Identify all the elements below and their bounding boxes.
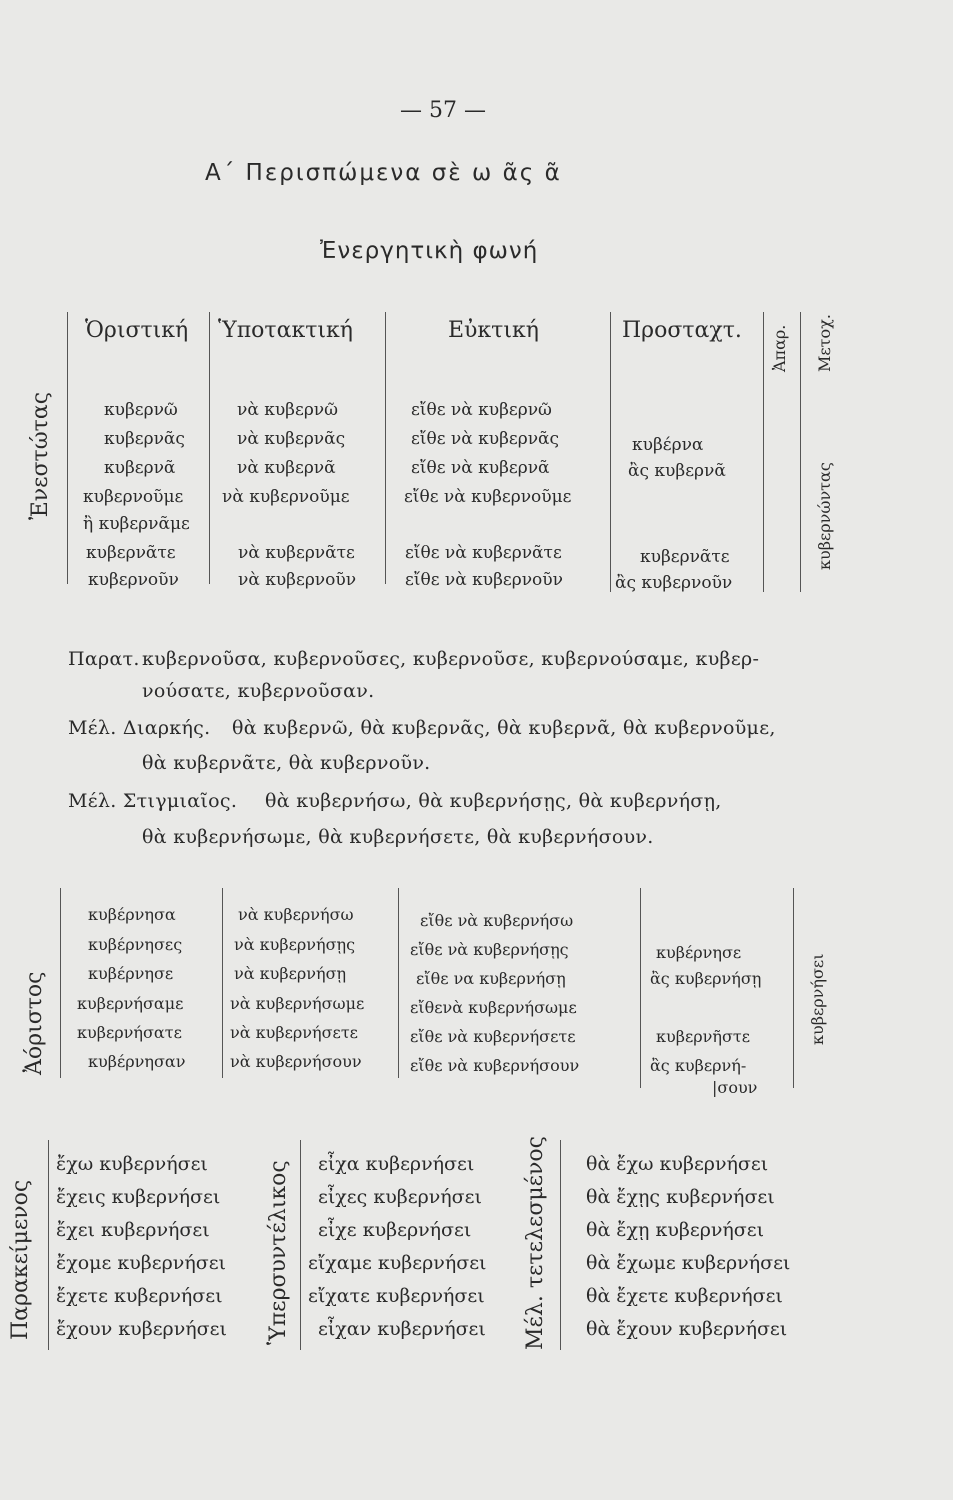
list-item: νὰ κυβερνήσουν: [230, 1052, 362, 1071]
list-item: νὰ κυβερνήσετε: [230, 1023, 358, 1042]
future-continuous-label: Μέλ. Διαρκής.: [68, 717, 211, 739]
future-simple-line-1: θὰ κυβερνήσω, θὰ κυβερνήσῃς, θὰ κυβερνήσῃ,: [265, 790, 722, 812]
list-item: εἴθε νὰ κυβερνήσῃς: [410, 940, 569, 959]
future-perfect-label: Μέλ. τετελεσμένος: [523, 1136, 548, 1350]
list-item: κυβέρνησε: [656, 943, 742, 962]
imperfect-line-2: νούσατε, κυβερνοῦσαν.: [142, 680, 375, 702]
voice-heading: Ἐνεργητικὴ φωνή: [320, 238, 539, 264]
list-item: κυβερνοῦμε: [83, 487, 184, 507]
list-item: εἴθε νὰ κυβερνήσουν: [410, 1056, 580, 1075]
list-item: νὰ κυβερνήσω: [238, 905, 354, 924]
header-subjunctive: Ὑποτακτική: [218, 318, 353, 343]
list-item: |σουν: [712, 1078, 758, 1097]
list-item: ἔχομε κυβερνήσει: [56, 1252, 226, 1274]
list-item: εἶχαν κυβερνήσει: [318, 1318, 486, 1340]
list-item: κυβέρνησαν: [88, 1052, 186, 1071]
list-item: κυβέρνησες: [88, 935, 183, 954]
list-item: εἴχαμε κυβερνήσει: [308, 1252, 487, 1274]
list-item: εἴθε νὰ κυβερνοῦν: [405, 570, 563, 590]
list-item: θὰ ἔχωμε κυβερνήσει: [586, 1252, 791, 1274]
page-number: — 57 —: [400, 98, 486, 123]
pluperfect-label: Ὑπερσυντέλικος: [266, 1160, 291, 1345]
list-item: νὰ κυβερνᾶτε: [238, 543, 355, 563]
list-item: ἂς κυβερνήσῃ: [650, 969, 762, 988]
list-item: θὰ ἔχουν κυβερνήσει: [586, 1318, 788, 1340]
list-item: εἴχατε κυβερνήσει: [308, 1285, 485, 1307]
list-item: κυβέρνησε: [88, 964, 174, 983]
header-participle: Μετοχ.: [815, 314, 834, 372]
list-item: κυβερνᾶτε: [640, 547, 730, 567]
list-item: εἶχα κυβερνήσει: [318, 1153, 475, 1175]
list-item: εἶχες κυβερνήσει: [318, 1186, 482, 1208]
future-simple-label: Μέλ. Στιγμιαῖος.: [68, 790, 238, 812]
list-item: εἴθενὰ κυβερνήσωμε: [410, 998, 577, 1017]
list-item: νὰ κυβερνᾶ: [237, 458, 336, 478]
list-item: νὰ κυβερνοῦν: [238, 570, 357, 590]
header-indicative: Ὁριστική: [85, 318, 189, 343]
list-item: εἶχε κυβερνήσει: [318, 1219, 472, 1241]
list-item: εἴθε να κυβερνήσῃ: [416, 969, 566, 988]
list-item: εἴθε νὰ κυβερνοῦμε: [404, 487, 572, 507]
list-item: θὰ ἔχω κυβερνήσει: [586, 1153, 769, 1175]
list-item: ἔχεις κυβερνήσει: [56, 1186, 221, 1208]
list-item: κυβερνοῦν: [88, 570, 179, 590]
list-item: εἴθε νὰ κυβερνᾶτε: [405, 543, 562, 563]
section-title: Α΄ Περισπώμενα σὲ ω ᾶς ᾶ: [205, 160, 562, 186]
aorist-tense-label: Ἀόριστος: [22, 971, 47, 1075]
list-item: κυβέρνησα: [88, 905, 176, 924]
imperfect-label: Παρατ.: [68, 648, 140, 670]
list-item: ἂς κυβερνᾶ: [628, 461, 726, 481]
header-infinitive: Ἀπαρ.: [770, 324, 789, 372]
list-item: κυβερνῶ: [104, 400, 178, 420]
list-item: ἔχει κυβερνήσει: [56, 1219, 210, 1241]
list-item: κυβερνᾶ: [104, 458, 176, 478]
list-item: κυβερνήσαμε: [77, 994, 184, 1013]
list-item: νὰ κυβερνήσωμε: [230, 994, 365, 1013]
list-item: θὰ ἔχῃ κυβερνήσει: [586, 1219, 765, 1241]
list-item: νὰ κυβερνᾶς: [237, 429, 346, 449]
list-item: ἂς κυβερνοῦν: [615, 573, 733, 593]
header-imperative: Προσταχτ.: [622, 318, 742, 343]
list-item: νὰ κυβερνοῦμε: [222, 487, 350, 507]
future-continuous-line-1: θὰ κυβερνῶ, θὰ κυβερνᾶς, θὰ κυβερνᾶ, θὰ κυβερνοῦμε,: [232, 717, 776, 739]
list-item: κυβέρνα: [632, 435, 704, 455]
list-item: κυβερνῆστε: [656, 1027, 751, 1046]
list-item: εἴθε νὰ κυβερνήσω: [420, 911, 574, 930]
header-optative: Εὐκτική: [448, 318, 539, 343]
list-item: εἴθε νὰ κυβερνῶ: [411, 400, 552, 420]
list-item: κυβερνήσατε: [77, 1023, 182, 1042]
list-item: εἴθε νὰ κυβερνᾶς: [411, 429, 560, 449]
list-item: θὰ ἔχῃς κυβερνήσει: [586, 1186, 775, 1208]
list-item: εἴθε νὰ κυβερνήσετε: [410, 1027, 576, 1046]
aorist-infinitive: κυβερνήσει: [808, 953, 827, 1045]
list-item: κυβερνᾶτε: [86, 543, 176, 563]
list-item: ἢ κυβερνᾶμε: [83, 514, 190, 534]
perfect-label: Παρακείμενος: [8, 1179, 33, 1340]
list-item: νὰ κυβερνήσῃ: [234, 964, 347, 983]
list-item: κυβερνᾶς: [104, 429, 185, 449]
list-item: νὰ κυβερνήσῃς: [234, 935, 356, 954]
list-item: ἔχετε κυβερνήσει: [56, 1285, 223, 1307]
list-item: ἔχω κυβερνήσει: [56, 1153, 208, 1175]
list-item: θὰ ἔχετε κυβερνήσει: [586, 1285, 783, 1307]
future-continuous-line-2: θὰ κυβερνᾶτε, θὰ κυβερνοῦν.: [142, 752, 431, 774]
list-item: ἂς κυβερνή-: [650, 1056, 747, 1075]
present-tense-label: Ἐνεστώτας: [28, 391, 53, 520]
list-item: νὰ κυβερνῶ: [237, 400, 339, 420]
list-item: ἔχουν κυβερνήσει: [56, 1318, 227, 1340]
imperfect-line-1: κυβερνοῦσα, κυβερνοῦσες, κυβερνοῦσε, κυβερνούσαμε, κυβερ-: [142, 648, 760, 670]
future-simple-line-2: θὰ κυβερνήσωμε, θὰ κυβερνήσετε, θὰ κυβερνήσουν.: [142, 826, 654, 848]
present-participle: κυβερνώντας: [815, 462, 834, 570]
list-item: εἴθε νὰ κυβερνᾶ: [411, 458, 550, 478]
